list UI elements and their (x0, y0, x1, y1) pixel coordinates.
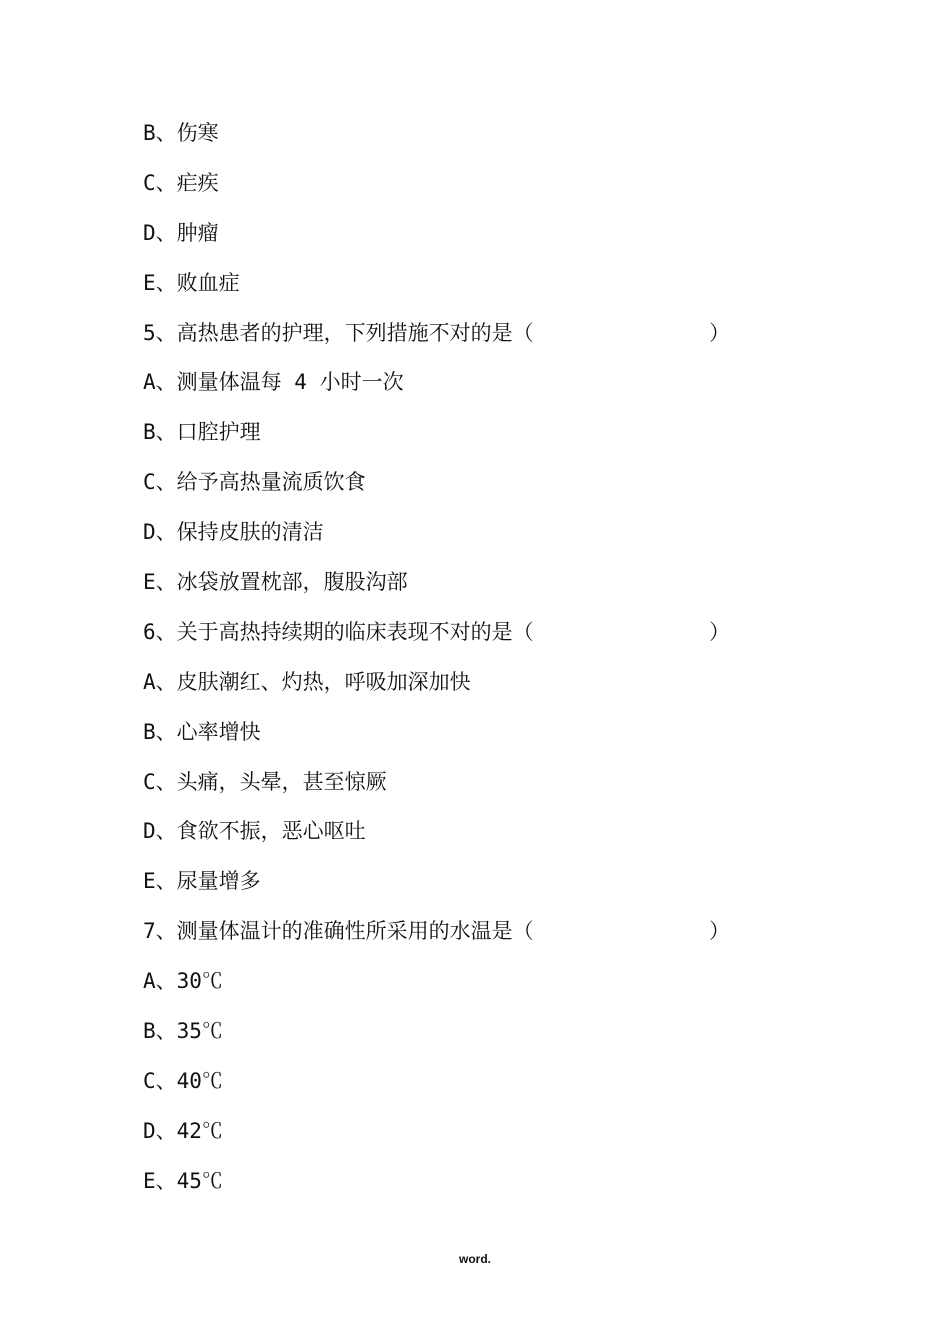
option-text: A、皮肤潮红、灼热，呼吸加深加快 (143, 669, 471, 694)
option-line (143, 857, 743, 907)
option-text: D、42℃ (143, 1118, 223, 1143)
question-text: 6、关于高热持续期的临床表现不对的是（ (143, 619, 534, 644)
option-text: C、40℃ (143, 1068, 223, 1093)
option-line (143, 807, 743, 857)
question-content (143, 109, 743, 1207)
option-line (143, 658, 743, 708)
option-text: C、给予高热量流质饮食 (143, 470, 366, 495)
answer-bracket-close: ） (709, 919, 730, 944)
option-line (143, 259, 743, 309)
option-text: A、测量体温每 4 小时一次 (143, 370, 404, 395)
option-line (143, 1107, 743, 1157)
option-line (143, 508, 743, 558)
option-text: C、头痛，头晕，甚至惊厥 (143, 769, 387, 794)
option-line (143, 558, 743, 608)
option-text: A、30℃ (143, 969, 223, 994)
option-text: E、45℃ (143, 1168, 223, 1193)
option-line (143, 408, 743, 458)
option-text: E、冰袋放置枕部，腹股沟部 (143, 570, 408, 595)
option-text: C、疟疾 (143, 170, 219, 195)
option-line (143, 358, 743, 408)
option-line (143, 1157, 743, 1207)
option-line (143, 758, 743, 808)
option-line (143, 458, 743, 508)
option-text: B、35℃ (143, 1019, 223, 1044)
option-line (143, 1057, 743, 1107)
option-line (143, 209, 743, 259)
option-line (143, 1007, 743, 1057)
option-text: B、伤寒 (143, 121, 219, 145)
option-text: B、口腔护理 (143, 420, 261, 445)
option-text: D、肿瘤 (143, 220, 219, 245)
answer-bracket-close: ） (709, 619, 730, 644)
option-text: B、心率增快 (143, 719, 261, 744)
option-line (143, 708, 743, 758)
question-line (143, 608, 743, 658)
option-line (143, 159, 743, 209)
answer-bracket-close: ） (709, 320, 730, 345)
option-text: E、尿量增多 (143, 869, 261, 894)
option-line (143, 957, 743, 1007)
option-text: E、败血症 (143, 270, 240, 295)
option-text: D、保持皮肤的清洁 (143, 520, 324, 545)
question-text: 5、高热患者的护理，下列措施不对的是（ (143, 320, 534, 345)
option-text: D、食欲不振，恶心呕吐 (143, 819, 366, 844)
question-line (143, 309, 743, 359)
page-footer: word. (459, 1252, 491, 1266)
question-line (143, 907, 743, 957)
option-line (143, 109, 743, 159)
question-text: 7、测量体温计的准确性所采用的水温是（ (143, 919, 534, 944)
